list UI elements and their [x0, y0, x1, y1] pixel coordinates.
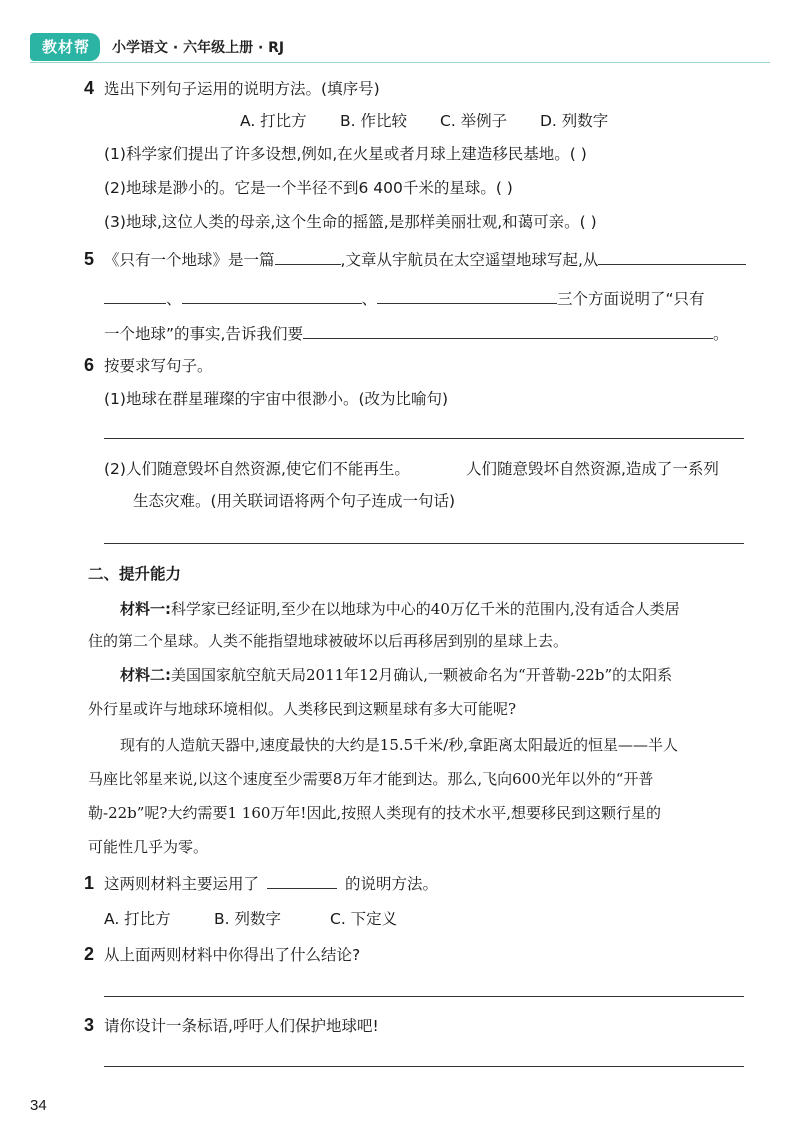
- answer-line[interactable]: [104, 996, 744, 997]
- q4-item-2: (2)地球是渺小的。它是一个半径不到6 400千米的星球。( ): [104, 179, 513, 197]
- material-2-label: 材料二:: [120, 666, 171, 684]
- separator: 、: [166, 290, 182, 308]
- question-text: 按要求写句子。: [104, 357, 213, 375]
- s2-q1-option-b: B. 列数字: [214, 910, 281, 928]
- answer-blank[interactable]: [267, 872, 337, 889]
- material-2-para-3: 勒-22b”呢?大约需要1 160万年!因此,按照人类现有的技术水平,想要移民到这颗行星的: [88, 804, 661, 822]
- s2-q1-stem: [84, 872, 438, 895]
- series-title: 小学语文 · 六年级上册 · RJ: [112, 40, 285, 56]
- q5-text-end: 。: [712, 325, 729, 343]
- question-number: 6: [84, 355, 95, 375]
- q5-line-3: [104, 322, 728, 345]
- question-number: 5: [84, 249, 95, 269]
- answer-line[interactable]: [104, 438, 744, 439]
- header-divider: [30, 62, 770, 63]
- material-2-line-1: [120, 664, 672, 686]
- q4-option-a: A. 打比方: [240, 112, 307, 130]
- answer-blank[interactable]: [275, 248, 341, 265]
- page-number: 34: [30, 1097, 47, 1114]
- question-number: 1: [84, 873, 95, 893]
- q4-option-b: B. 作比较: [340, 112, 407, 130]
- q6-item-2c: 生态灾难。(用关联词语将两个句子连成一句话): [133, 492, 456, 510]
- material-2-line-2: 外行星或许与地球环境相似。人类移民到这颗星球有多大可能呢?: [88, 700, 517, 718]
- answer-blank[interactable]: [303, 322, 713, 339]
- material-1-label: 材料一:: [120, 600, 171, 618]
- question-text: 从上面两则材料中你得出了什么结论?: [104, 946, 361, 964]
- section-title: 二、提升能力: [88, 565, 182, 583]
- q6-item-2b: 人们随意毁坏自然资源,造成了一系列: [466, 460, 719, 478]
- material-text: 美国国家航空航天局2011年12月确认,一颗被命名为“开普勒-22b”的太阳系: [171, 666, 673, 684]
- question-text: 的说明方法。: [345, 875, 439, 893]
- q5-line-1: [84, 248, 746, 271]
- question-text: 请你设计一条标语,呼吁人们保护地球吧!: [104, 1017, 379, 1035]
- q5-text-1: 《只有一个地球》是一篇: [104, 251, 275, 269]
- material-text: 科学家已经证明,至少在以地球为中心的40万亿千米的范围内,没有适合人类居: [171, 600, 680, 618]
- answer-blank[interactable]: [104, 287, 166, 304]
- question-text: 这两则材料主要运用了: [104, 875, 260, 893]
- question-text: 选出下列句子运用的说明方法。(填序号): [104, 80, 380, 98]
- s2-q2-stem: [84, 943, 360, 966]
- material-2-para-4: 可能性几乎为零。: [88, 838, 209, 856]
- q5-line-2: [104, 287, 705, 310]
- question-number: 2: [84, 944, 95, 964]
- q4-option-d: D. 列数字: [540, 112, 609, 130]
- s2-q1-option-c: C. 下定义: [330, 910, 398, 928]
- answer-blank[interactable]: [182, 287, 362, 304]
- s2-q1-option-a: A. 打比方: [104, 910, 171, 928]
- s2-q3-stem: [84, 1014, 379, 1037]
- answer-blank[interactable]: [598, 248, 746, 265]
- q5-text-3: 三个方面说明了“只有: [557, 290, 705, 308]
- q4-item-3: (3)地球,这位人类的母亲,这个生命的摇篮,是那样美丽壮观,和蔼可亲。( ): [104, 213, 597, 231]
- material-2-para-1: 现有的人造航天器中,速度最快的大约是15.5千米/秒,拿距离太阳最近的恒星——半人: [120, 736, 678, 754]
- answer-line[interactable]: [104, 543, 744, 544]
- q4-stem: [84, 77, 380, 100]
- q6-item-1: (1)地球在群星璀璨的宇宙中很渺小。(改为比喻句): [104, 390, 449, 408]
- separator: 、: [361, 290, 378, 308]
- question-number: 4: [84, 78, 95, 98]
- brand-badge: 教材帮: [30, 33, 100, 61]
- material-1-line-2: 住的第二个星球。人类不能指望地球被破坏以后再移居到别的星球上去。: [88, 632, 569, 650]
- page-header: [30, 34, 284, 60]
- q5-text-2: ,文章从宇航员在太空遥望地球写起,从: [340, 251, 599, 269]
- material-1-line-1: [120, 598, 680, 620]
- question-number: 3: [84, 1015, 95, 1035]
- material-2-para-2: 马座比邻星来说,以这个速度至少需要8万年才能到达。那么,飞向600光年以外的“开普: [88, 770, 654, 788]
- q4-option-c: C. 举例子: [440, 112, 508, 130]
- q4-item-1: (1)科学家们提出了许多设想,例如,在火星或者月球上建造移民基地。( ): [104, 145, 587, 163]
- answer-blank[interactable]: [377, 287, 557, 304]
- q6-stem: [84, 354, 213, 377]
- q5-text-4: 一个地球”的事实,告诉我们要: [104, 325, 303, 343]
- answer-line[interactable]: [104, 1066, 744, 1067]
- q6-item-2a: (2)人们随意毁坏自然资源,使它们不能再生。: [104, 460, 410, 478]
